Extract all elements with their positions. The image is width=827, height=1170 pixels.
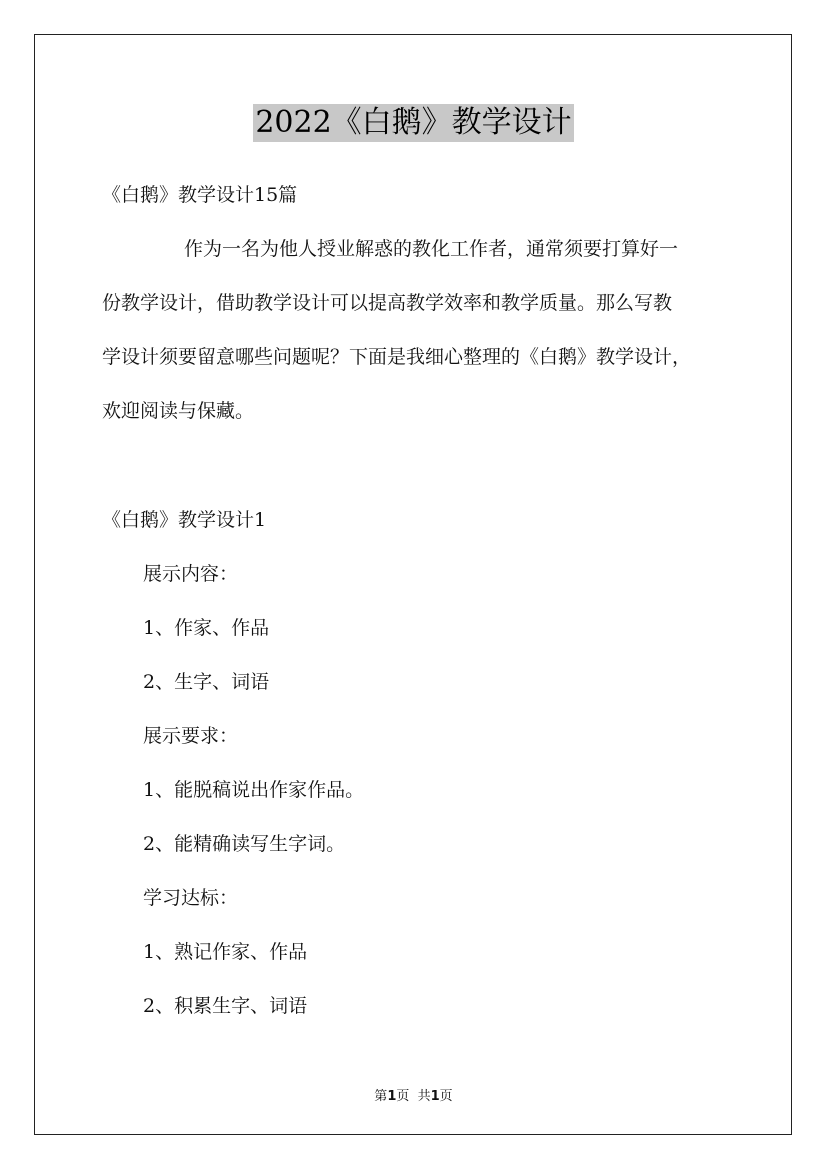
list-item: 1、能脱稿说出作家作品。: [143, 779, 365, 801]
document-title-wrap: [0, 104, 827, 142]
page-footer: [0, 1085, 827, 1104]
list-item: 展示要求：: [143, 725, 239, 747]
document-subtitle: 《白鹅》教学设计15篇: [102, 184, 298, 206]
list-item: 1、作家、作品: [143, 617, 270, 639]
list-item: 2、能精确读写生字词。: [143, 833, 346, 855]
document-title: 2022《白鹅》教学设计: [255, 105, 572, 140]
footer-page-post: 页: [439, 1089, 453, 1104]
intro-line-3: 学设计须要留意哪些问题呢？下面是我细心整理的《白鹅》教学设计，: [102, 346, 692, 368]
section-heading: 《白鹅》教学设计1: [102, 509, 267, 531]
list-item: 展示内容：: [143, 563, 239, 585]
list-item: 学习达标：: [143, 887, 239, 909]
footer-page-mid: 页 共: [396, 1089, 431, 1104]
footer-page-number: 1: [387, 1089, 397, 1104]
footer-page-total: 1: [430, 1089, 440, 1104]
list-item: 1、熟记作家、作品: [143, 941, 308, 963]
intro-line-4: 欢迎阅读与保藏。: [102, 400, 255, 422]
intro-line-2: 份教学设计，借助教学设计可以提高教学效率和教学质量。那么写教: [102, 292, 673, 314]
intro-line-1: 作为一名为他人授业解惑的教化工作者，通常须要打算好一: [184, 238, 679, 260]
footer-page-pre: 第: [374, 1089, 388, 1104]
list-item: 2、积累生字、词语: [143, 995, 308, 1017]
list-item: 2、生字、词语: [143, 671, 270, 693]
